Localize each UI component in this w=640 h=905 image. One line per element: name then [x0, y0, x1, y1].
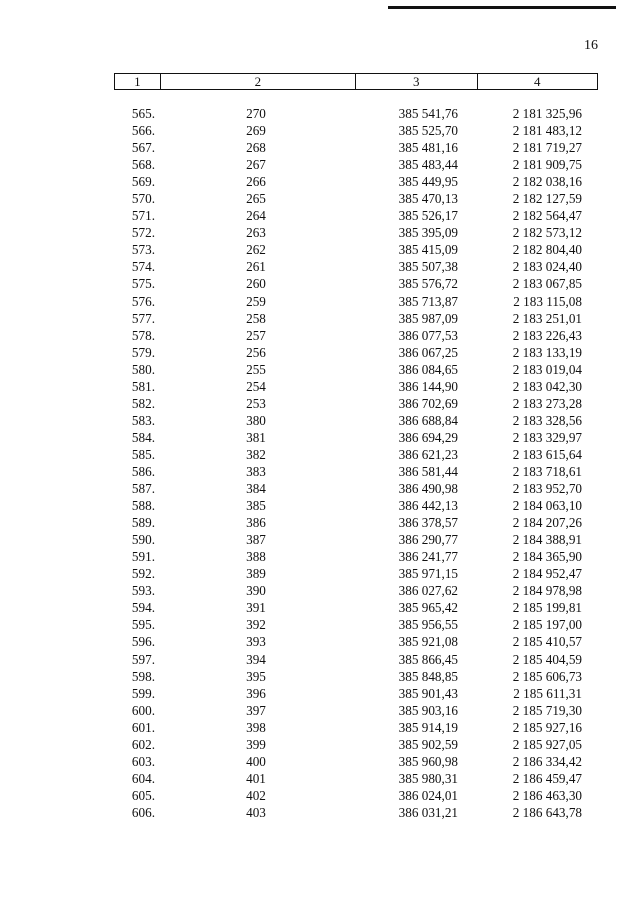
table-cell-col-2: 258	[246, 310, 266, 326]
table-cell-col-1: 575.	[131, 276, 155, 292]
table-cell-col-3: 386 581,44	[398, 463, 458, 479]
table-cell-col-2: 380	[246, 412, 266, 428]
table-cell-col-2: 391	[246, 600, 266, 616]
table-cell-col-3: 385 483,44	[398, 157, 458, 173]
table-cell-col-3: 386 694,29	[398, 429, 458, 445]
header-col-1: 1	[115, 74, 161, 89]
table-row	[0, 463, 640, 480]
table-cell-col-2: 401	[246, 770, 266, 786]
header-col-2: 2	[161, 74, 356, 89]
table-row	[0, 344, 640, 361]
table-row	[0, 412, 640, 429]
table-cell-col-4: 2 184 063,10	[512, 498, 582, 514]
table-row	[0, 719, 640, 736]
table-body	[0, 105, 640, 821]
table-cell-col-2: 261	[246, 259, 266, 275]
table-cell-col-3: 385 956,55	[398, 617, 458, 633]
table-cell-col-3: 385 903,16	[398, 702, 458, 718]
table-cell-col-4: 2 186 459,47	[512, 770, 582, 786]
table-cell-col-3: 386 031,21	[398, 804, 458, 820]
table-cell-col-3: 386 241,77	[398, 549, 458, 565]
table-cell-col-1: 574.	[131, 259, 155, 275]
table-row	[0, 753, 640, 770]
table-cell-col-3: 385 965,42	[398, 600, 458, 616]
table-cell-col-4: 2 185 199,81	[512, 600, 582, 616]
table-cell-col-1: 570.	[131, 191, 155, 207]
table-cell-col-1: 587.	[131, 481, 155, 497]
table-row	[0, 105, 640, 122]
table-cell-col-3: 385 980,31	[398, 770, 458, 786]
table-cell-col-2: 384	[246, 481, 266, 497]
table-cell-col-3: 385 507,38	[398, 259, 458, 275]
table-cell-col-2: 270	[246, 106, 266, 121]
table-cell-col-2: 382	[246, 446, 266, 462]
table-cell-col-4: 2 181 719,27	[512, 140, 582, 156]
table-cell-col-2: 263	[246, 225, 266, 241]
table-cell-col-2: 394	[246, 651, 266, 667]
table-cell-col-4: 2 183 019,04	[512, 361, 582, 377]
table-cell-col-4: 2 183 273,28	[512, 395, 582, 411]
table-cell-col-2: 393	[246, 634, 266, 650]
table-cell-col-2: 259	[246, 293, 266, 309]
table-row	[0, 804, 640, 821]
table-cell-col-2: 264	[246, 208, 266, 224]
table-row	[0, 565, 640, 582]
table-cell-col-1: 593.	[131, 583, 155, 599]
table-cell-col-4: 2 183 042,30	[512, 378, 582, 394]
header-col-4: 4	[534, 74, 541, 89]
table-cell-col-4: 2 185 611,31	[513, 685, 582, 701]
table-cell-col-2: 387	[246, 532, 266, 548]
header-col-3: 3	[356, 74, 478, 89]
table-cell-col-1: 585.	[131, 446, 155, 462]
table-cell-col-4: 2 185 410,57	[512, 634, 582, 650]
table-row	[0, 327, 640, 344]
page-number: 16	[584, 38, 598, 53]
table-row	[0, 446, 640, 463]
table-cell-col-1: 571.	[131, 208, 155, 224]
table-cell-col-2: 402	[246, 787, 266, 803]
table-cell-col-4: 2 183 115,08	[513, 293, 582, 309]
table-cell-col-1: 603.	[131, 753, 155, 769]
table-row	[0, 770, 640, 787]
table-row	[0, 310, 640, 327]
table-cell-col-2: 396	[246, 685, 266, 701]
table-cell-col-2: 262	[246, 242, 266, 258]
table-row	[0, 480, 640, 497]
table-cell-col-4: 2 183 067,85	[512, 276, 582, 292]
table-cell-col-1: 605.	[131, 787, 155, 803]
table-row	[0, 429, 640, 446]
table-row	[0, 651, 640, 668]
table-cell-col-2: 395	[246, 668, 266, 684]
table-cell-col-1: 592.	[131, 566, 155, 582]
table-cell-col-3: 386 290,77	[398, 532, 458, 548]
table-row	[0, 258, 640, 275]
table-cell-col-4: 2 182 804,40	[512, 242, 582, 258]
table-row	[0, 787, 640, 804]
table-cell-col-4: 2 185 606,73	[512, 668, 582, 684]
table-cell-col-4: 2 183 952,70	[512, 481, 582, 497]
table-cell-col-2: 254	[246, 378, 266, 394]
table-cell-col-4: 2 181 909,75	[512, 157, 582, 173]
table-cell-col-2: 260	[246, 276, 266, 292]
table-row	[0, 582, 640, 599]
table-cell-col-3: 385 576,72	[398, 276, 458, 292]
table-cell-col-2: 266	[246, 174, 266, 190]
table-cell-col-3: 386 077,53	[398, 327, 458, 343]
table-cell-col-4: 2 182 127,59	[512, 191, 582, 207]
table-cell-col-2: 400	[246, 753, 266, 769]
table-cell-col-2: 390	[246, 583, 266, 599]
table-row	[0, 531, 640, 548]
table-cell-col-2: 398	[246, 719, 266, 735]
table-cell-col-2: 255	[246, 361, 266, 377]
table-cell-col-3: 385 481,16	[398, 140, 458, 156]
table-cell-col-4: 2 183 251,01	[512, 310, 582, 326]
table-cell-col-1: 579.	[131, 344, 155, 360]
table-cell-col-1: 576.	[131, 293, 155, 309]
table-row	[0, 395, 640, 412]
table-cell-col-1: 606.	[131, 804, 155, 820]
table-row	[0, 207, 640, 224]
table-cell-col-1: 568.	[131, 157, 155, 173]
table-cell-col-2: 386	[246, 515, 266, 531]
table-cell-col-2: 253	[246, 395, 266, 411]
table-cell-col-2: 397	[246, 702, 266, 718]
table-cell-col-3: 385 541,76	[398, 106, 458, 121]
table-cell-col-3: 386 067,25	[398, 344, 458, 360]
table-cell-col-3: 386 144,90	[398, 378, 458, 394]
table-cell-col-3: 386 084,65	[398, 361, 458, 377]
table-row	[0, 190, 640, 207]
table-cell-col-1: 567.	[131, 140, 155, 156]
table-cell-col-4: 2 183 133,19	[512, 344, 582, 360]
table-cell-col-1: 578.	[131, 327, 155, 343]
table-row	[0, 702, 640, 719]
table-row	[0, 224, 640, 241]
table-cell-col-3: 385 987,09	[398, 310, 458, 326]
table-cell-col-4: 2 186 643,78	[512, 804, 582, 820]
table-row	[0, 685, 640, 702]
table-cell-col-4: 2 184 978,98	[512, 583, 582, 599]
table-row	[0, 139, 640, 156]
table-cell-col-1: 599.	[131, 685, 155, 701]
table-cell-col-1: 594.	[131, 600, 155, 616]
table-cell-col-2: 268	[246, 140, 266, 156]
table-cell-col-3: 385 470,13	[398, 191, 458, 207]
table-cell-col-1: 588.	[131, 498, 155, 514]
table-cell-col-1: 572.	[131, 225, 155, 241]
table-cell-col-3: 386 702,69	[398, 395, 458, 411]
table-header	[114, 73, 598, 90]
table-cell-col-4: 2 183 024,40	[512, 259, 582, 275]
table-cell-col-2: 257	[246, 327, 266, 343]
table-cell-col-1: 596.	[131, 634, 155, 650]
table-cell-col-2: 392	[246, 617, 266, 633]
table-row	[0, 241, 640, 258]
table-cell-col-2: 385	[246, 498, 266, 514]
table-cell-col-1: 569.	[131, 174, 155, 190]
table-row	[0, 668, 640, 685]
table-cell-col-2: 265	[246, 191, 266, 207]
table-cell-col-4: 2 185 404,59	[512, 651, 582, 667]
top-rule	[388, 6, 616, 9]
table-cell-col-2: 403	[246, 804, 266, 820]
table-cell-col-3: 385 971,15	[398, 566, 458, 582]
table-cell-col-3: 386 490,98	[398, 481, 458, 497]
table-cell-col-3: 385 921,08	[398, 634, 458, 650]
table-cell-col-4: 2 184 388,91	[512, 532, 582, 548]
table-cell-col-1: 602.	[131, 736, 155, 752]
table-cell-col-3: 385 713,87	[398, 293, 458, 309]
table-row	[0, 378, 640, 395]
table-cell-col-4: 2 185 197,00	[512, 617, 582, 633]
table-cell-col-4: 2 185 719,30	[512, 702, 582, 718]
table-cell-col-3: 386 024,01	[398, 787, 458, 803]
table-cell-col-3: 386 378,57	[398, 515, 458, 531]
table-cell-col-4: 2 185 927,16	[512, 719, 582, 735]
table-cell-col-3: 385 960,98	[398, 753, 458, 769]
table-row	[0, 173, 640, 190]
table-cell-col-4: 2 182 038,16	[512, 174, 582, 190]
table-cell-col-1: 601.	[131, 719, 155, 735]
table-cell-col-1: 583.	[131, 412, 155, 428]
table-cell-col-1: 597.	[131, 651, 155, 667]
table-cell-col-4: 2 182 564,47	[512, 208, 582, 224]
table-cell-col-4: 2 183 329,97	[512, 429, 582, 445]
table-row	[0, 616, 640, 633]
table-cell-col-4: 2 185 927,05	[512, 736, 582, 752]
table-cell-col-1: 586.	[131, 463, 155, 479]
table-cell-col-4: 2 186 334,42	[512, 753, 582, 769]
table-cell-col-4: 2 183 615,64	[512, 446, 582, 462]
table-cell-col-2: 399	[246, 736, 266, 752]
table-cell-col-1: 600.	[131, 702, 155, 718]
table-row	[0, 275, 640, 292]
table-cell-col-4: 2 184 207,26	[512, 515, 582, 531]
table-cell-col-4: 2 181 325,96	[512, 106, 582, 121]
table-cell-col-1: 565.	[131, 106, 155, 121]
table-row	[0, 736, 640, 753]
table-cell-col-1: 598.	[131, 668, 155, 684]
table-cell-col-3: 386 442,13	[398, 498, 458, 514]
table-cell-col-4: 2 182 573,12	[512, 225, 582, 241]
table-cell-col-1: 590.	[131, 532, 155, 548]
table-row	[0, 156, 640, 173]
table-cell-col-2: 269	[246, 123, 266, 139]
table-cell-col-3: 385 914,19	[398, 719, 458, 735]
table-cell-col-1: 584.	[131, 429, 155, 445]
table-cell-col-3: 385 415,09	[398, 242, 458, 258]
table-cell-col-3: 385 449,95	[398, 174, 458, 190]
table-cell-col-4: 2 183 226,43	[512, 327, 582, 343]
table-cell-col-3: 385 526,17	[398, 208, 458, 224]
table-cell-col-1: 581.	[131, 378, 155, 394]
table-cell-col-4: 2 184 952,47	[512, 566, 582, 582]
table-row	[0, 497, 640, 514]
table-row	[0, 514, 640, 531]
table-cell-col-4: 2 186 463,30	[512, 787, 582, 803]
table-row	[0, 293, 640, 310]
table-cell-col-4: 2 183 328,56	[512, 412, 582, 428]
table-cell-col-3: 386 027,62	[398, 583, 458, 599]
table-cell-col-2: 267	[246, 157, 266, 173]
table-cell-col-1: 589.	[131, 515, 155, 531]
table-cell-col-1: 580.	[131, 361, 155, 377]
table-cell-col-3: 386 688,84	[398, 412, 458, 428]
table-row	[0, 548, 640, 565]
table-row	[0, 361, 640, 378]
table-cell-col-4: 2 184 365,90	[512, 549, 582, 565]
table-cell-col-1: 595.	[131, 617, 155, 633]
table-cell-col-3: 386 621,23	[398, 446, 458, 462]
table-cell-col-4: 2 181 483,12	[512, 123, 582, 139]
table-cell-col-1: 591.	[131, 549, 155, 565]
table-row	[0, 122, 640, 139]
table-cell-col-1: 573.	[131, 242, 155, 258]
table-cell-col-1: 566.	[131, 123, 155, 139]
table-cell-col-2: 389	[246, 566, 266, 582]
table-cell-col-1: 604.	[131, 770, 155, 786]
table-cell-col-3: 385 866,45	[398, 651, 458, 667]
table-cell-col-1: 577.	[131, 310, 155, 326]
table-cell-col-3: 385 902,59	[398, 736, 458, 752]
table-cell-col-3: 385 901,43	[398, 685, 458, 701]
table-cell-col-2: 388	[246, 549, 266, 565]
table-cell-col-2: 256	[246, 344, 266, 360]
table-cell-col-3: 385 525,70	[398, 123, 458, 139]
table-cell-col-3: 385 848,85	[398, 668, 458, 684]
table-row	[0, 599, 640, 616]
table-cell-col-2: 383	[246, 463, 266, 479]
table-row	[0, 633, 640, 650]
table-cell-col-1: 582.	[131, 395, 155, 411]
table-cell-col-4: 2 183 718,61	[512, 463, 582, 479]
table-cell-col-3: 385 395,09	[398, 225, 458, 241]
table-cell-col-2: 381	[246, 429, 266, 445]
